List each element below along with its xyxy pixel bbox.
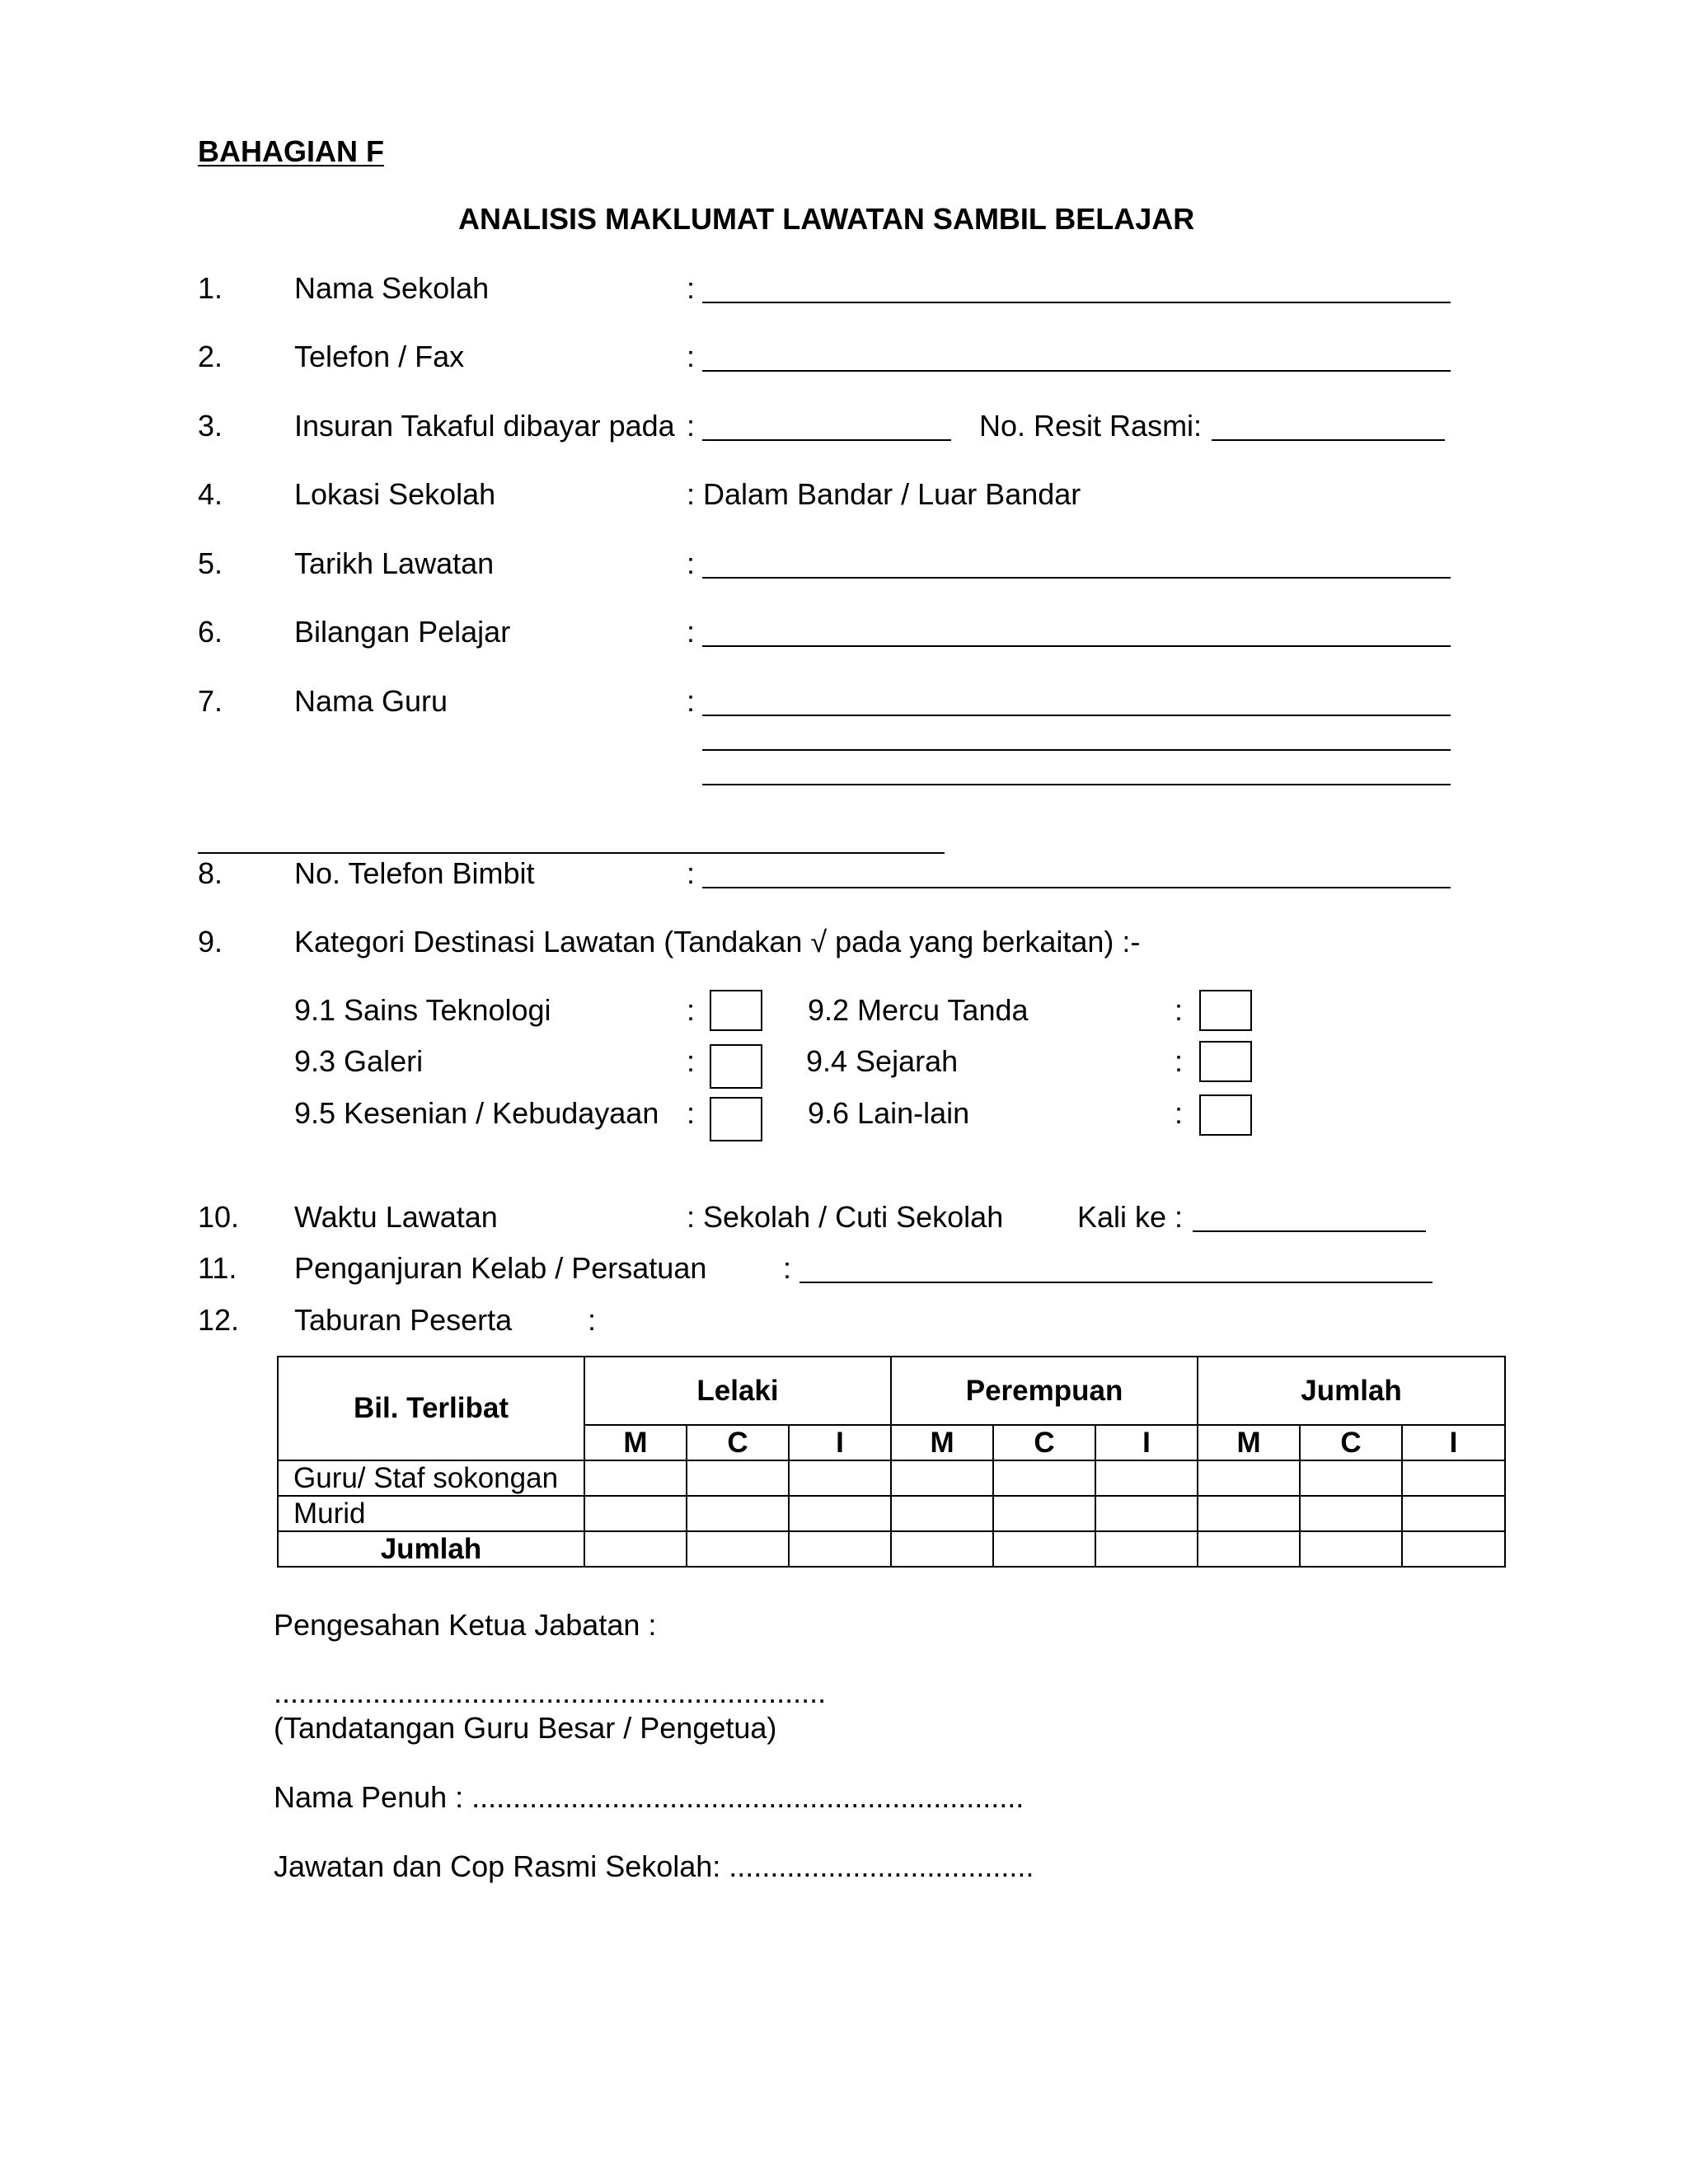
category-colon: : — [687, 1044, 696, 1078]
field-3-number: 3. — [198, 409, 223, 443]
category-label: 9.4 Sejarah — [806, 1044, 959, 1078]
field-4-number: 4. — [198, 477, 223, 511]
table-row — [278, 1496, 1505, 1531]
table-cell[interactable] — [1402, 1460, 1505, 1496]
field-11-colon: : — [783, 1251, 792, 1285]
approval-label: Pengesahan Ketua Jabatan : — [274, 1608, 657, 1642]
table-cell[interactable] — [1300, 1460, 1402, 1496]
table-group-header: Jumlah — [1198, 1357, 1505, 1425]
table-cell[interactable] — [584, 1496, 687, 1531]
field-12-colon: : — [588, 1303, 597, 1337]
table-cell[interactable] — [687, 1496, 789, 1531]
nama-sekolah-input-line[interactable] — [702, 302, 1451, 303]
field-8-number: 8. — [198, 856, 223, 890]
category-label: 9.2 Mercu Tanda — [808, 993, 1029, 1027]
field-3-resit-label: No. Resit Rasmi: — [979, 409, 1203, 443]
table-cell[interactable] — [1095, 1531, 1198, 1567]
table-cell[interactable] — [891, 1531, 993, 1567]
table-cell[interactable] — [584, 1531, 687, 1567]
table-cell[interactable] — [891, 1496, 993, 1531]
field-2-colon: : — [687, 340, 696, 373]
table-cell[interactable] — [584, 1460, 687, 1496]
field-4-value[interactable]: : Dalam Bandar / Luar Bandar — [687, 477, 1081, 511]
table-cell[interactable] — [1402, 1531, 1505, 1567]
field-4-label: Lokasi Sekolah — [294, 477, 496, 511]
field-3-label: Insuran Takaful dibayar pada — [294, 409, 675, 443]
field-1-label: Nama Sekolah — [294, 271, 490, 305]
table-cell[interactable] — [789, 1496, 891, 1531]
table-cell[interactable] — [993, 1496, 1095, 1531]
category-label: 9.3 Galeri — [294, 1044, 424, 1078]
position-stamp-field[interactable]: Jawatan dan Cop Rasmi Sekolah: ..................................... — [274, 1849, 1034, 1883]
field-7-label: Nama Guru — [294, 684, 448, 718]
participant-distribution-table — [277, 1356, 1506, 1568]
field-10-value[interactable]: : Sekolah / Cuti Sekolah — [687, 1200, 1004, 1234]
field-1-number: 1. — [198, 271, 223, 305]
table-group-header: Lelaki — [584, 1357, 891, 1425]
field-2-number: 2. — [198, 340, 223, 373]
field-6-label: Bilangan Pelajar — [294, 615, 511, 649]
field-7-colon: : — [687, 684, 696, 718]
table-cell[interactable] — [687, 1460, 789, 1496]
field-9-number: 9. — [198, 925, 223, 958]
checkbox-sejarah[interactable] — [1199, 1041, 1252, 1082]
table-sub-header: I — [1402, 1425, 1505, 1460]
kali-ke-input-line[interactable] — [1193, 1230, 1426, 1232]
field-5-number: 5. — [198, 546, 223, 580]
field-6-colon: : — [687, 615, 696, 649]
page-title: ANALISIS MAKLUMAT LAWATAN SAMBIL BELAJAR — [458, 202, 1195, 236]
checkbox-sains-teknologi[interactable] — [710, 990, 762, 1031]
field-8-label: No. Telefon Bimbit — [294, 856, 535, 890]
table-sub-header: I — [789, 1425, 891, 1460]
table-cell[interactable] — [1095, 1460, 1198, 1496]
category-colon: : — [687, 993, 696, 1027]
resit-input-line[interactable] — [1212, 439, 1445, 441]
table-cell[interactable] — [891, 1460, 993, 1496]
field-12-number: 12. — [198, 1303, 240, 1337]
signature-dotted-line[interactable]: ................................................................... — [274, 1675, 827, 1709]
nama-guru-input-line-3[interactable] — [702, 784, 1451, 785]
signature-caption: (Tandatangan Guru Besar / Pengetua) — [274, 1711, 777, 1745]
field-1-colon: : — [687, 271, 696, 305]
nama-guru-input-line-2[interactable] — [702, 749, 1451, 751]
telefon-fax-input-line[interactable] — [702, 370, 1451, 372]
category-colon: : — [687, 1096, 696, 1130]
table-sub-header: C — [687, 1425, 789, 1460]
table-cell[interactable] — [1095, 1496, 1198, 1531]
table-cell[interactable] — [687, 1531, 789, 1567]
field-12-label: Taburan Peserta — [294, 1303, 513, 1337]
table-row-label: Murid — [278, 1496, 584, 1531]
table-cell[interactable] — [1402, 1496, 1505, 1531]
table-row-label: Jumlah — [278, 1531, 584, 1567]
field-11-number: 11. — [198, 1251, 237, 1285]
field-10-kali-label: Kali ke : — [1077, 1200, 1184, 1234]
field-2-label: Telefon / Fax — [294, 340, 465, 373]
table-cell[interactable] — [993, 1460, 1095, 1496]
table-row — [278, 1531, 1505, 1567]
table-group-header: Perempuan — [891, 1357, 1198, 1425]
field-10-label: Waktu Lawatan — [294, 1200, 498, 1234]
category-label: 9.5 Kesenian / Kebudayaan — [294, 1096, 659, 1130]
table-cell[interactable] — [1198, 1460, 1300, 1496]
table-cell[interactable] — [1300, 1496, 1402, 1531]
section-heading: BAHAGIAN F — [198, 134, 384, 168]
field-7-number: 7. — [198, 684, 223, 718]
table-corner-header: Bil. Terlibat — [278, 1357, 584, 1460]
table-row — [278, 1460, 1505, 1496]
table-sub-header: I — [1095, 1425, 1198, 1460]
table-cell[interactable] — [789, 1460, 891, 1496]
field-5-label: Tarikh Lawatan — [294, 546, 495, 580]
field-10-number: 10. — [198, 1200, 240, 1234]
separator-line — [198, 852, 945, 854]
checkbox-lain-lain[interactable] — [1199, 1094, 1252, 1136]
field-11-label: Penganjuran Kelab / Persatuan — [294, 1251, 707, 1285]
table-cell[interactable] — [1300, 1531, 1402, 1567]
table-cell[interactable] — [1198, 1496, 1300, 1531]
telefon-bimbit-input-line[interactable] — [702, 887, 1451, 888]
checkbox-kesenian-kebudayaan[interactable] — [710, 1097, 762, 1141]
category-colon: : — [1175, 993, 1184, 1027]
category-label: 9.6 Lain-lain — [808, 1096, 970, 1130]
category-colon: : — [1175, 1096, 1184, 1130]
full-name-field[interactable]: Nama Penuh : ................................................................... — [274, 1780, 1025, 1814]
field-5-colon: : — [687, 546, 696, 580]
field-8-colon: : — [687, 856, 696, 890]
table-sub-header: M — [1198, 1425, 1300, 1460]
insuran-input-line[interactable] — [702, 439, 951, 441]
table-cell[interactable] — [993, 1531, 1095, 1567]
field-6-number: 6. — [198, 615, 223, 649]
table-sub-header: M — [891, 1425, 993, 1460]
table-cell[interactable] — [789, 1531, 891, 1567]
bilangan-input-line[interactable] — [702, 645, 1451, 647]
field-9-label: Kategori Destinasi Lawatan (Tandakan √ pada yang berkaitan) :- — [294, 925, 1141, 958]
category-colon: : — [1175, 1044, 1184, 1078]
tarikh-input-line[interactable] — [702, 577, 1451, 579]
checkbox-mercu-tanda[interactable] — [1199, 990, 1252, 1031]
table-sub-header: C — [993, 1425, 1095, 1460]
table-sub-header: M — [584, 1425, 687, 1460]
penganjuran-input-line[interactable] — [799, 1282, 1432, 1283]
table-sub-header: C — [1300, 1425, 1402, 1460]
field-3-colon: : — [687, 409, 696, 443]
checkbox-galeri[interactable] — [710, 1044, 762, 1089]
table-row-label: Guru/ Staf sokongan — [278, 1460, 584, 1496]
category-label: 9.1 Sains Teknologi — [294, 993, 551, 1027]
table-cell[interactable] — [1198, 1531, 1300, 1567]
nama-guru-input-line-1[interactable] — [702, 715, 1451, 716]
